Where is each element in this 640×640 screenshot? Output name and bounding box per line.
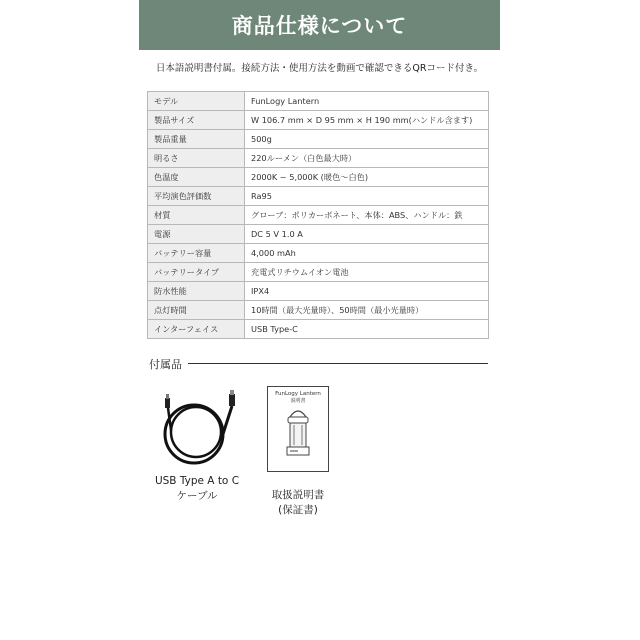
manual-sub-text: 説明書 [290,398,306,404]
spec-value: グローブ：ポリカーボネート、本体：ABS、ハンドル：鉄 [245,206,489,225]
spec-key: 電源 [148,225,245,244]
spec-row [148,225,489,244]
spec-key: バッテリータイプ [148,263,245,282]
spec-value: USB Type-C [245,320,489,339]
manual-label-line1: 取扱説明書 [271,489,325,501]
spec-table [147,91,489,339]
spec-value: 500g [245,130,489,149]
spec-row [148,263,489,282]
spec-value: FunLogy Lantern [245,92,489,111]
spec-key: 平均演色評価数 [148,187,245,206]
usb-cable-label-line2: ケーブル [176,490,218,502]
spec-row [148,92,489,111]
accessory-manual [246,386,350,518]
manual-note: 日本語説明書付属。接続方法・使用方法を動画で確認できるQRコード付き。 [155,63,484,74]
accessories-divider [188,363,488,364]
lantern-icon [278,407,318,467]
spec-key: 製品サイズ [148,111,245,130]
spec-key: インターフェイス [148,320,245,339]
manual-brand-text: FunLogy Lantern [275,391,321,397]
spec-value: 2000K ~ 5,000K (暖色〜白色) [245,168,489,187]
title-banner [139,0,500,50]
spec-value: Ra95 [245,187,489,206]
spec-value: 220ルーメン（白色最大時） [245,149,489,168]
spec-value: 10時間（最大光量時）、50時間（最小光量時） [245,301,489,320]
spec-row [148,111,489,130]
spec-value: 4,000 mAh [245,244,489,263]
spec-key: 明るさ [148,149,245,168]
spec-value: 充電式リチウムイオン電池 [245,263,489,282]
accessory-usb-cable [145,390,249,504]
usb-cable-label-line1: USB Type A to C [154,475,240,487]
spec-key: モデル [148,92,245,111]
spec-value: W 106.7 mm × D 95 mm × H 190 mm(ハンドル含ます) [245,111,489,130]
spec-key: バッテリー容量 [148,244,245,263]
spec-key: 製品重量 [148,130,245,149]
manual-icon [267,386,329,472]
accessories-title: 付属品 [149,358,182,371]
spec-value: DC 5 V 1.0 A [245,225,489,244]
spec-key: 材質 [148,206,245,225]
spec-row [148,301,489,320]
spec-key: 点灯時間 [148,301,245,320]
spec-row [148,244,489,263]
spec-key: 色温度 [148,168,245,187]
spec-row [148,168,489,187]
spec-row [148,206,489,225]
manual-label-line2: (保証書) [278,504,318,516]
page-title: 商品仕様について [231,14,408,38]
spec-row [148,130,489,149]
spec-row [148,187,489,206]
spec-row [148,320,489,339]
spec-row [148,282,489,301]
spec-row [148,149,489,168]
spec-value: IPX4 [245,282,489,301]
spec-key: 防水性能 [148,282,245,301]
usb-cable-icon [152,390,242,470]
